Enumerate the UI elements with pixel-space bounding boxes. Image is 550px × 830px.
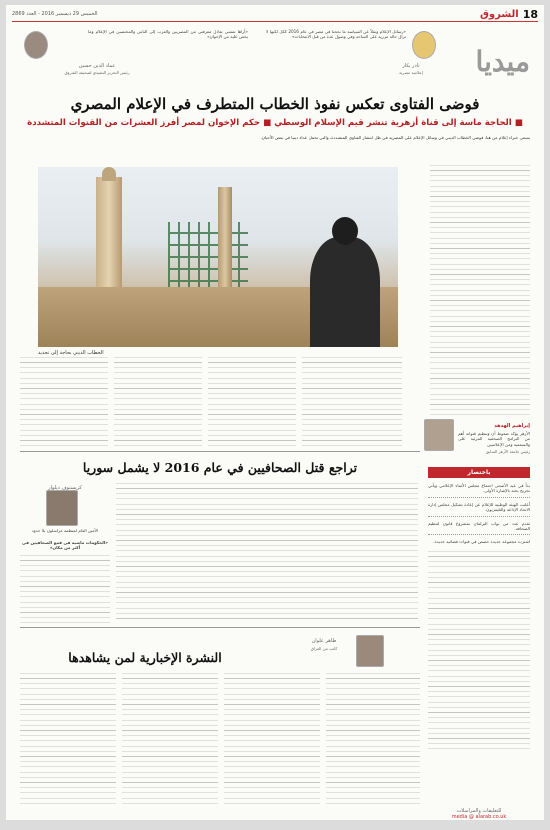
top-author-left-role: رئيس التحرير التنفيذي لصحيفة الشروق	[64, 70, 130, 75]
second-author-role: الأمين العام لمنظمة مراسلون بلا حدود	[31, 528, 99, 533]
third-author-photo	[356, 635, 384, 667]
top-author-right-name: نادر بكار	[402, 63, 420, 69]
main-lead: يسعى خبراء إعلام من هنا، فوضى الخطاب الديني في وسائل الإعلام على المصرية في ظل انتشار الفتاوى المتشددة، والتي تحمل عداء دينيا في بعض الأحيان.	[260, 135, 530, 140]
main-author-quote: الأزهر يؤكد ضعوط أن وتنظيم قنواته أهم من البرامج الصحفية المرئية على والسمعية ومن الإعلاميين	[458, 431, 530, 447]
photo-caption: الخطاب الديني بحاجة إلى تجديد	[38, 350, 104, 356]
second-article-text	[116, 483, 418, 623]
main-headline: فوضى الفتاوى تعكس نفوذ الخطاب المتطرف في الإعلام المصري	[70, 95, 480, 113]
sidebar-item: بدأ في عيد الأضحى اجتماع مجلس الأمناء الإعلامي ويأتي تخريج بحثه بالإشارة الأولى.	[428, 483, 530, 498]
second-author-photo	[46, 490, 78, 526]
brand-logo: الشروق	[479, 8, 519, 20]
main-text-column-1	[430, 165, 530, 415]
main-text-column-2	[302, 357, 402, 447]
person-silhouette	[310, 237, 380, 347]
third-headline: النشرة الإخبارية لمن يشاهدها	[68, 650, 222, 665]
second-author-name: كريستوف ديلوار	[48, 485, 82, 491]
top-author-left-name: عماد الدين حسين	[78, 63, 116, 69]
page-header	[12, 7, 538, 22]
main-text-column-3	[208, 357, 296, 447]
main-photo	[38, 167, 398, 347]
top-quote-left: «أراها تمشي تعادل معرفتي من المصريين والعرب إلى الناس والمختصين في الإعلام وما يخص عليه من الإخوان»	[88, 29, 248, 40]
author-avatar-left	[24, 31, 48, 59]
sidebar-item: تقدم عدد من نواب البرلمان بمشروع قانون لتنظيم الصحافة.	[428, 521, 530, 536]
main-author-photo	[424, 419, 454, 451]
main-text-column-4	[114, 357, 202, 447]
footer-contact-label: للتعليقات والمراسلات	[456, 808, 502, 814]
main-author-role: رئيس جامعة الأزهر السابق	[485, 449, 530, 454]
main-subhead: ■ الحاجة ماسة إلى قناة أزهرية تنشر قيم الإسلام الوسطي ■ حكم الإخوان لمصر أفرز العشرات من القنوات المتشددة	[27, 118, 523, 128]
author-avatar-right	[412, 31, 436, 59]
third-article-column-4	[20, 673, 116, 808]
main-text-column-5	[20, 357, 108, 447]
page-number: 18	[522, 7, 538, 21]
newspaper-page	[6, 5, 544, 820]
footer-email[interactable]: media @ alarab.co.uk	[451, 814, 507, 820]
top-quote-right: «رسائل الإعلام ونقلاً عن السياسة ما نجحنا في مصر في عام 2016 ككل لكنها لا تزال حالة مزرية على الساحة وفي وصول عدة من قبل الانتخابات»	[266, 29, 406, 40]
sidebar-title: باختصار	[428, 467, 530, 478]
sidebar-item: اشترت مجموعة جديدة حصص في قنوات فضائية جديدة.	[433, 539, 530, 545]
third-article-column-3	[122, 673, 218, 808]
second-headline: تراجع قتل الصحافيين في عام 2016 لا يشمل سوريا	[82, 460, 358, 475]
main-author-name: إبراهيم الهدهد	[494, 423, 530, 429]
third-author-role: كاتب من العراق	[310, 646, 338, 651]
section-title: ميديا	[475, 45, 530, 78]
second-author-quote: «الحكومات ماضية في قمع الصحافيين في أكثر من مكان»	[22, 540, 108, 551]
issue-info: الخميس 29 ديسمبر 2016 - العدد 2869	[12, 11, 98, 17]
sidebar-in-brief	[428, 467, 530, 767]
third-author-name: طاهر علوان	[311, 638, 337, 644]
top-author-right-role: إعلامية مصرية	[399, 70, 423, 75]
third-article-column-1	[326, 673, 420, 808]
third-article-column-2	[224, 673, 320, 808]
sidebar-item: أعلنت الهيئة الوطنية للإعلام عن إعادة تشكيل مجلس إدارة الاتحاد الإذاعة والتليفزيون.	[428, 502, 530, 517]
top-quotes-strip	[12, 25, 538, 81]
